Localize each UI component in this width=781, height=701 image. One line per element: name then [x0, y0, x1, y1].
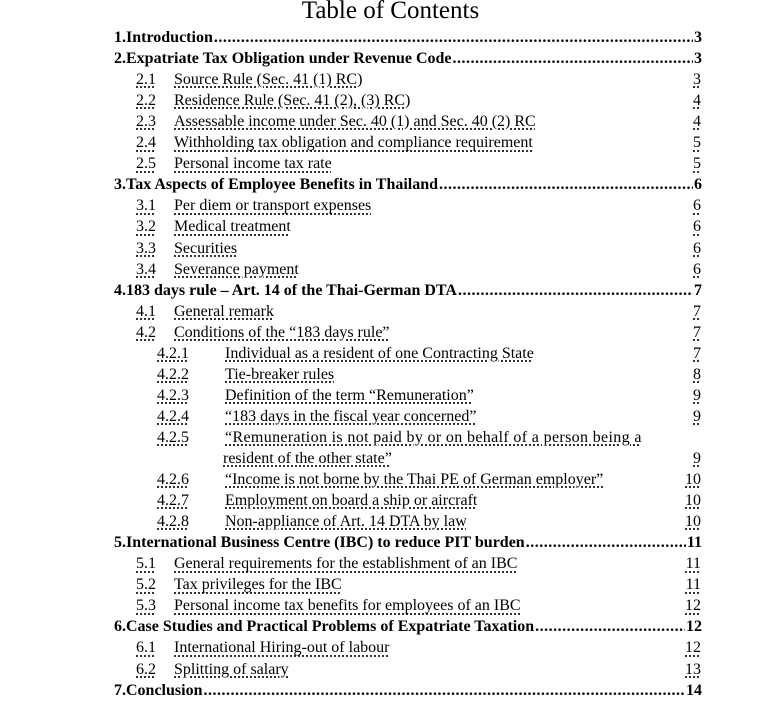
toc-entry-page: 9 [693, 386, 701, 404]
toc-entry-number: 4.2.6 [157, 471, 189, 489]
toc-entry-number: 7. [114, 681, 126, 699]
toc-entry-page: 12 [685, 597, 701, 615]
toc-entry-page: 9 [693, 407, 701, 425]
toc-entry[interactable] [114, 48, 702, 69]
toc-entry[interactable] [136, 153, 701, 174]
toc-entry-number: 2.3 [136, 113, 156, 131]
toc-entry-label: Tax Aspects of Employee Benefits in Thailand [126, 176, 439, 194]
toc-entry[interactable] [136, 238, 701, 259]
toc-entry-label: Introduction [126, 29, 213, 46]
toc-entry-label: Employment on board a ship or aircraft [225, 492, 478, 510]
toc-entry-page: 7 [693, 344, 701, 362]
toc-entry-number: 3.4 [136, 260, 156, 278]
toc-entry-page: 12 [685, 639, 701, 657]
toc-entry-label: International Business Centre (IBC) to reduce PIT burden [126, 534, 525, 552]
toc-entry-number: 2.4 [136, 134, 156, 152]
toc-entry-label: General remark [174, 302, 274, 320]
toc-entry-number: 1. [114, 29, 126, 46]
toc-entry-number: 4.2.7 [157, 492, 189, 510]
toc-entry-number: 6.1 [136, 639, 156, 657]
toc-leader-dots [203, 680, 685, 701]
toc-entry-label: Conclusion [126, 681, 203, 699]
toc-entry-page: 3 [694, 50, 702, 68]
toc-entry-label: Tax privileges for the IBC [174, 576, 342, 594]
toc-entry-number: 2.2 [136, 92, 156, 110]
toc-leader-dots [458, 280, 693, 301]
toc-entry-number: 6.2 [136, 660, 156, 678]
toc-entry-label: International Hiring-out of labour [174, 639, 390, 657]
toc-entry-label: Tie-breaker rules [225, 365, 335, 383]
toc-entry-page: 7 [693, 302, 701, 320]
toc-entry-number: 2. [114, 50, 126, 68]
toc-entry-page: 4 [693, 92, 701, 110]
toc-entry-page: 6 [693, 239, 701, 257]
toc-entry-number: 4.2.1 [157, 344, 189, 362]
toc-entry-page: 3 [693, 71, 701, 89]
toc-leader-dots [214, 27, 693, 48]
toc-entry[interactable] [136, 322, 701, 343]
toc-entry-label: Severance payment [174, 260, 299, 278]
toc-entry-label: Withholding tax obligation and compliance requirement [174, 134, 533, 152]
toc-entry[interactable] [157, 406, 701, 427]
toc-entry-page: 4 [693, 113, 701, 131]
toc-entry-page: 5 [693, 134, 701, 152]
toc-entry-number: 4.2 [136, 323, 156, 341]
toc-entry[interactable] [136, 259, 701, 280]
toc-entry-number: 4.2.2 [157, 365, 189, 383]
toc-entry[interactable] [114, 532, 702, 553]
toc-entry-label: resident of the other state” [223, 450, 392, 467]
toc-entry[interactable] [136, 111, 701, 132]
toc-entry[interactable] [157, 343, 701, 364]
toc-entry-page: 13 [685, 660, 701, 678]
toc-entry-label: Residence Rule (Sec. 41 (2), (3) RC) [174, 92, 411, 110]
toc-entry-label: Non-appliance of Art. 14 DTA by law [225, 513, 467, 531]
toc-entry-number: 4. [114, 281, 126, 299]
toc-entry-label: Expatriate Tax Obligation under Revenue Code [126, 50, 452, 68]
toc-entry[interactable] [136, 90, 701, 111]
toc-entry-page: 7 [693, 323, 701, 341]
toc-leader-dots [453, 48, 693, 69]
toc-entry-label: Case Studies and Practical Problems of Expatriate Taxation [126, 618, 535, 636]
toc-entry-number: 4.2.5 [157, 428, 189, 446]
toc-entry-page: 11 [686, 534, 702, 552]
toc-entry[interactable] [136, 574, 701, 595]
toc-entry-page: 6 [693, 218, 701, 236]
toc-entry-label: 183 days rule – Art. 14 of the Thai-German DTA [126, 281, 457, 299]
toc-entry[interactable] [114, 280, 702, 301]
toc-entry[interactable] [157, 511, 701, 532]
toc-entry-page: 14 [686, 681, 702, 699]
toc-entry-page: 11 [685, 555, 701, 573]
toc-entry[interactable] [157, 427, 701, 448]
toc-entry-page: 6 [693, 197, 701, 215]
toc-entry-label: Definition of the term “Remuneration” [225, 386, 474, 404]
toc-entry[interactable] [136, 301, 701, 322]
toc-entry-label: Assessable income under Sec. 40 (1) and Sec. 40 (2) RC [174, 113, 536, 131]
toc-entry-page: 6 [694, 176, 702, 194]
toc-entry[interactable] [114, 174, 702, 195]
toc-entry-number: 4.2.4 [157, 407, 189, 425]
toc-entry-number: 2.5 [136, 155, 156, 173]
toc-entry[interactable] [136, 595, 701, 616]
toc-entry-label: Source Rule (Sec. 41 (1) RC) [174, 71, 363, 89]
toc-entry-page: 3 [694, 29, 702, 46]
toc-entry-number: 3. [114, 176, 126, 194]
toc-entry-page: 8 [693, 365, 701, 383]
toc-entry-label: Conditions of the “183 days rule” [174, 323, 390, 341]
toc-entry[interactable] [136, 216, 701, 237]
toc-entry-label: Medical treatment [174, 218, 291, 236]
toc-entry-page: 12 [686, 618, 702, 636]
toc-entry[interactable] [114, 27, 702, 48]
toc-entry[interactable] [136, 132, 701, 153]
toc-entry-page: 9 [693, 450, 701, 467]
toc-entry-number: 5.3 [136, 597, 156, 615]
toc-leader-dots [535, 616, 685, 637]
toc-entry-label: Per diem or transport expenses [174, 197, 372, 215]
toc-entry-number: 3.2 [136, 218, 156, 236]
toc-entry-label: “183 days in the fiscal year concerned” [225, 407, 477, 425]
toc-entry-number: 2.1 [136, 71, 156, 89]
toc-leader-dots [526, 532, 686, 553]
toc-entry-label: Splitting of salary [174, 660, 289, 678]
toc-entry-page: 10 [685, 492, 701, 510]
toc-entry[interactable] [136, 195, 701, 216]
toc-entry[interactable] [157, 490, 701, 511]
toc-entry[interactable] [136, 69, 701, 90]
toc-entry[interactable] [136, 659, 701, 680]
toc-entry-number: 6. [114, 618, 126, 636]
toc-entry-page: 11 [685, 576, 701, 594]
toc-leader-dots [439, 174, 693, 195]
toc-entry-label: Personal income tax benefits for employees of an IBC [174, 597, 521, 615]
toc-entry[interactable] [114, 680, 702, 701]
toc-entry[interactable] [136, 637, 701, 658]
toc-entry-number: 4.2.8 [157, 513, 189, 531]
toc-entry-label: Securities [174, 239, 238, 257]
toc-entry-number: 3.1 [136, 197, 156, 215]
toc-entry-label: Individual as a resident of one Contracting State [225, 344, 534, 362]
toc-entry-page: 5 [693, 155, 701, 173]
page-title: Table of Contents [301, 0, 480, 24]
toc-entry[interactable] [136, 553, 701, 574]
toc-entry-number: 5. [114, 534, 126, 552]
toc-entry-number: 3.3 [136, 239, 156, 257]
toc-entry-label: “Remuneration is not paid by or on behalf of a person being a [225, 428, 642, 446]
toc-entry-number: 5.2 [136, 576, 156, 594]
toc-entry[interactable] [157, 364, 701, 385]
toc-entry-page: 7 [694, 281, 702, 299]
toc-entry[interactable] [157, 469, 701, 490]
toc-entry-number: 5.1 [136, 555, 156, 573]
toc-entry-page: 6 [693, 260, 701, 278]
toc-entry-number: 4.2.3 [157, 386, 189, 404]
toc-entry-page: 10 [685, 471, 701, 489]
toc-entry-page: 10 [685, 513, 701, 531]
toc-entry[interactable] [114, 616, 702, 637]
toc-entry-label: General requirements for the establishment of an IBC [174, 555, 518, 573]
toc-entry[interactable] [157, 385, 701, 406]
toc-entry-label: “Income is not borne by the Thai PE of German employer” [225, 471, 604, 489]
toc-entry-label: Personal income tax rate [174, 155, 332, 173]
toc-entry-number: 4.1 [136, 302, 156, 320]
toc-entry[interactable] [223, 448, 701, 469]
